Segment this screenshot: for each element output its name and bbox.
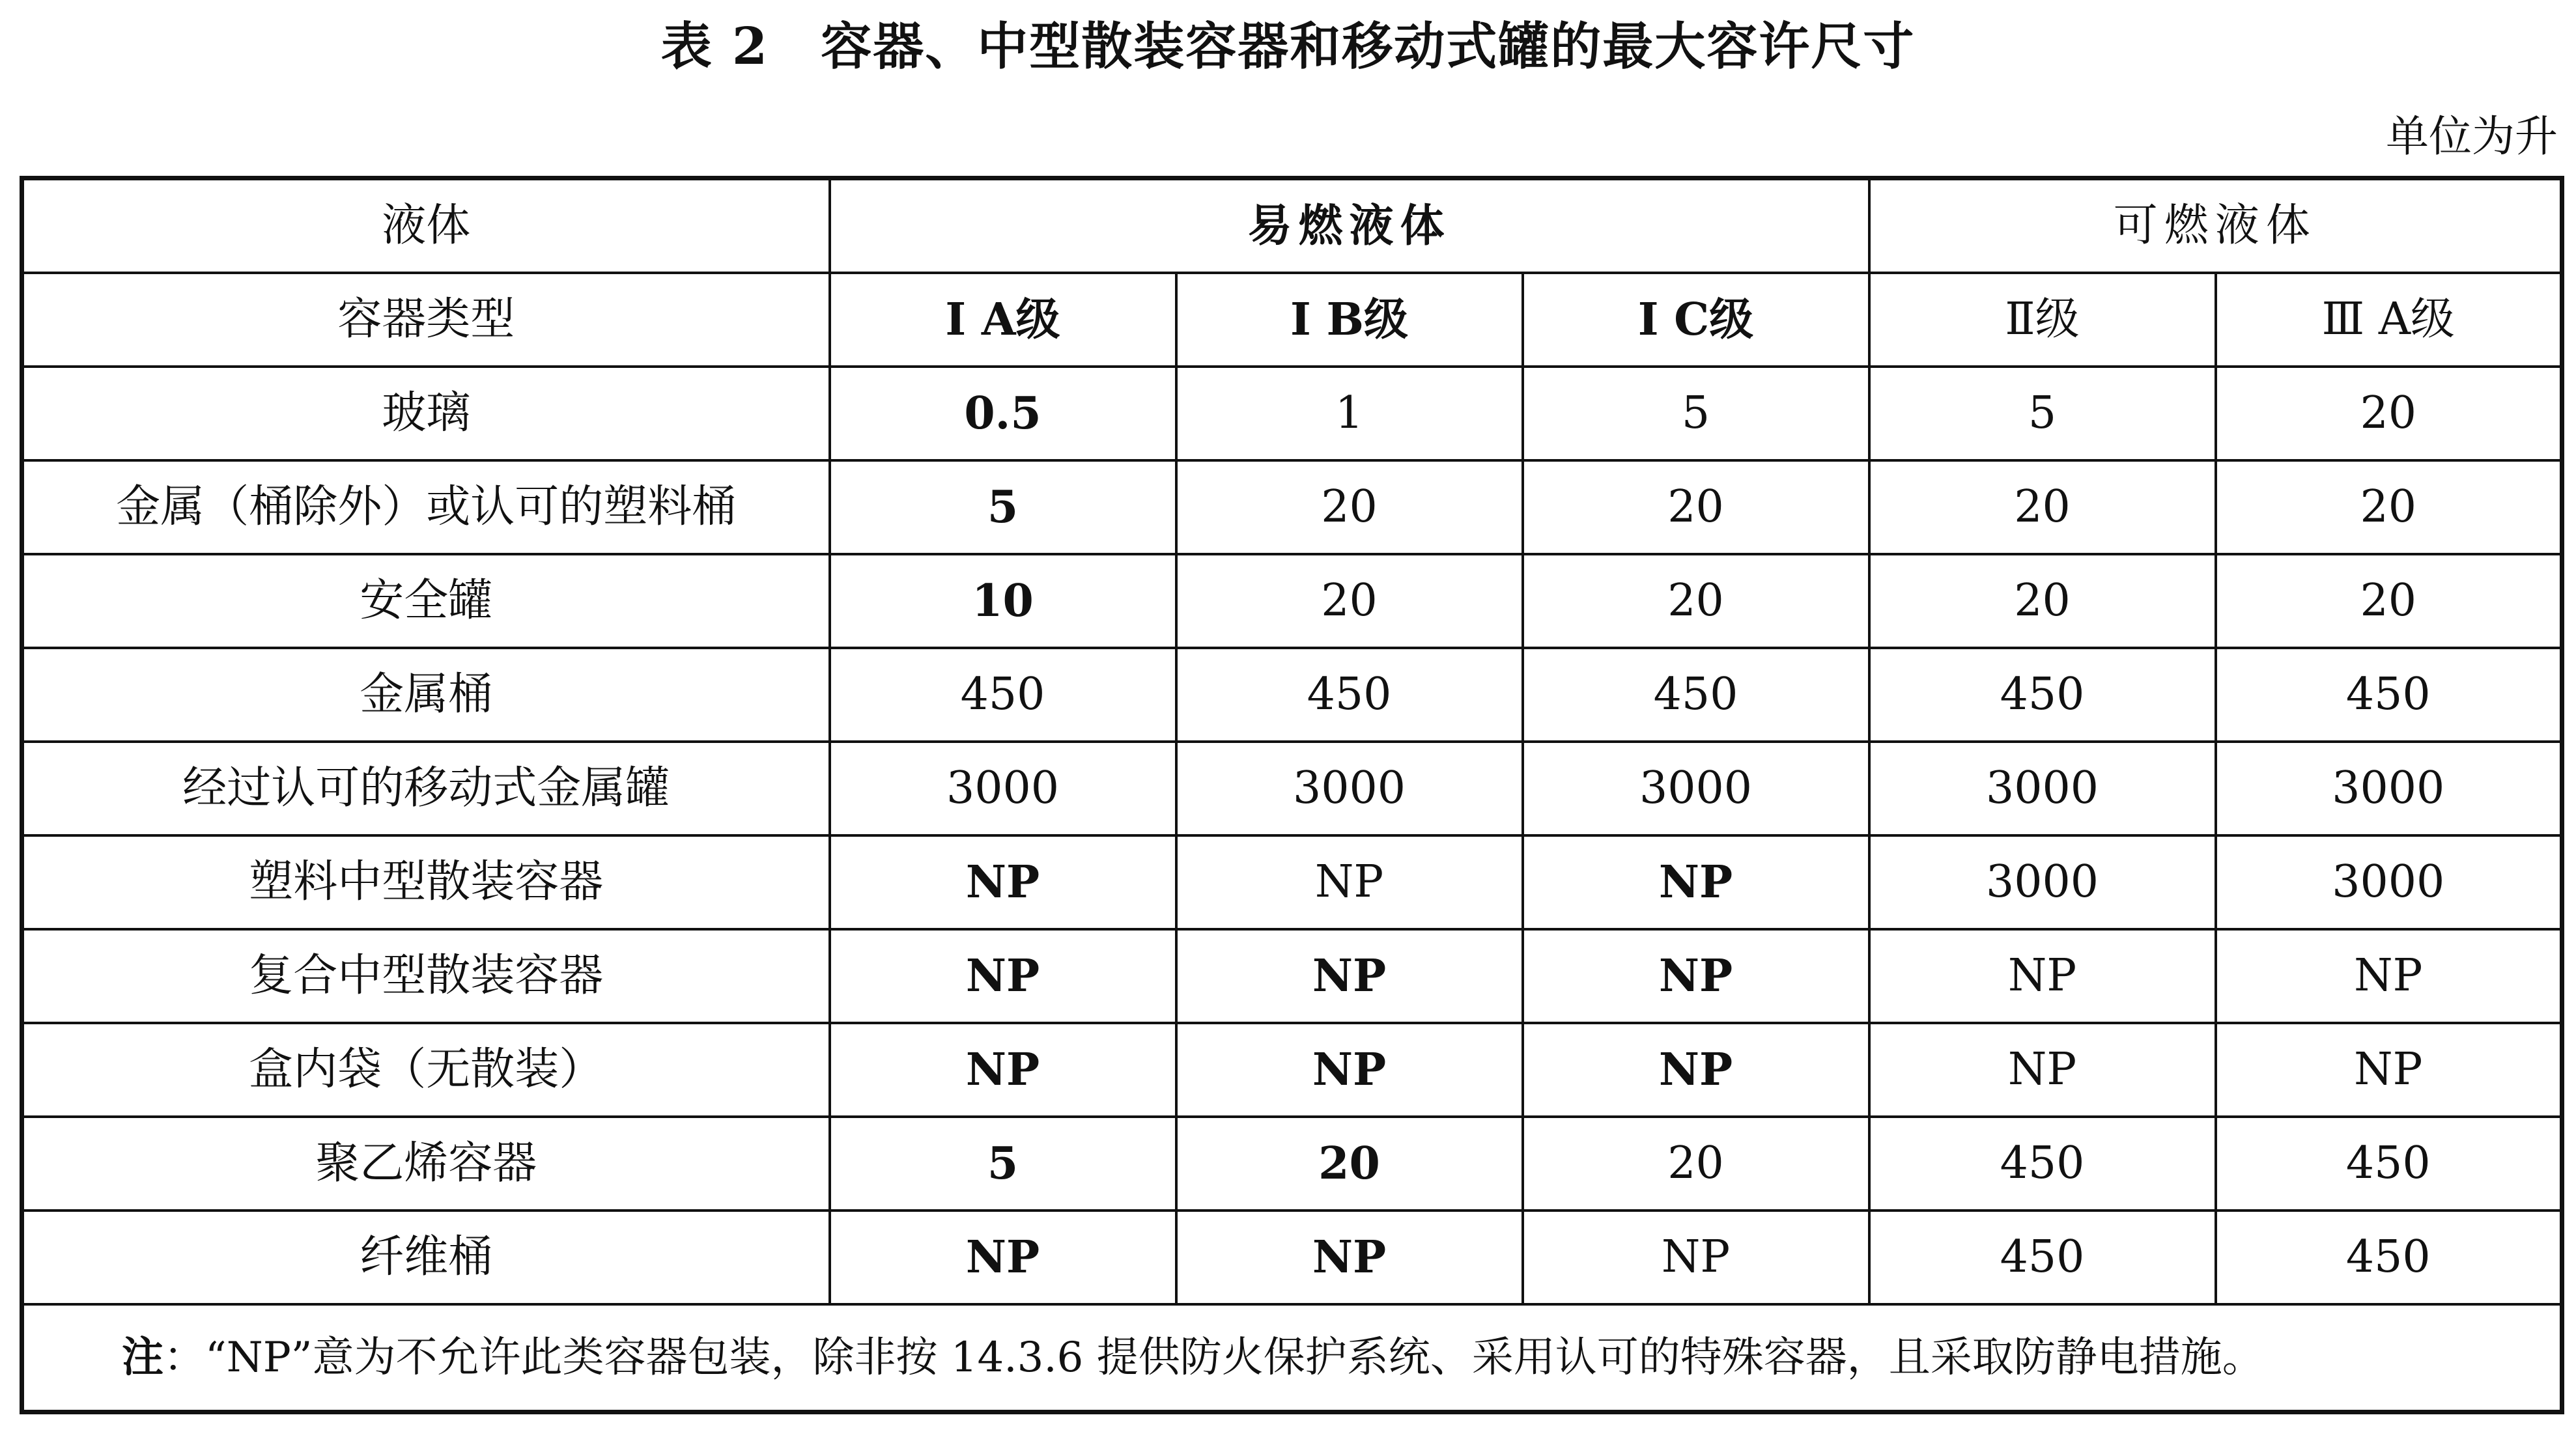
value-cell: NP [1523, 1023, 1869, 1117]
value-cell: 20 [1869, 554, 2216, 648]
note-label: 注 [122, 1332, 163, 1382]
value-cell: NP [1176, 1211, 1523, 1304]
value-cell: 3000 [1523, 742, 1869, 835]
value-cell: 450 [2216, 1117, 2562, 1211]
value-cell: NP [1523, 929, 1869, 1023]
header-container-type: 容器类型 [22, 273, 830, 367]
value-cell: NP [1523, 835, 1869, 929]
table-row [22, 929, 2562, 1023]
value-cell: 0.5 [830, 367, 1176, 460]
value-cell: 20 [1176, 554, 1523, 648]
value-cell: NP [1869, 1023, 2216, 1117]
value-cell: 450 [1869, 1117, 2216, 1211]
value-cell: 20 [2216, 460, 2562, 554]
table-title: 表 2 容器、中型散装容器和移动式罐的最大容许尺寸 [660, 17, 1916, 76]
container-type-cell: 纤维桶 [22, 1211, 830, 1304]
value-cell: 5 [830, 1117, 1176, 1211]
value-cell: 3000 [1869, 742, 2216, 835]
value-cell: 450 [1523, 648, 1869, 742]
value-cell: 10 [830, 554, 1176, 648]
table-row [22, 648, 2562, 742]
value-cell: 20 [2216, 367, 2562, 460]
header-class-3a: Ⅲ A级 [2216, 273, 2562, 367]
table-row [22, 835, 2562, 929]
container-type-cell: 安全罐 [22, 554, 830, 648]
value-cell: 3000 [1176, 742, 1523, 835]
value-cell: 3000 [2216, 742, 2562, 835]
value-cell: NP [830, 835, 1176, 929]
value-cell: 450 [1869, 648, 2216, 742]
value-cell: 450 [830, 648, 1176, 742]
value-cell: NP [1176, 1023, 1523, 1117]
table-row [22, 460, 2562, 554]
capacity-table [20, 176, 2564, 1414]
header-class-1b: Ⅰ B级 [1176, 273, 1523, 367]
header-row-classes [22, 273, 2562, 367]
value-cell: 20 [1869, 460, 2216, 554]
unit-label: 单位为升 [2386, 111, 2558, 161]
container-type-cell: 复合中型散装容器 [22, 929, 830, 1023]
container-type-cell: 金属（桶除外）或认可的塑料桶 [22, 460, 830, 554]
table-row [22, 554, 2562, 648]
value-cell: NP [1176, 835, 1523, 929]
value-cell: 20 [1523, 1117, 1869, 1211]
value-cell: 3000 [1869, 835, 2216, 929]
header-class-1c: Ⅰ C级 [1523, 273, 1869, 367]
note-row [22, 1304, 2562, 1412]
header-flammable-liquid: 易燃液体 [830, 178, 1869, 273]
value-cell: 3000 [2216, 835, 2562, 929]
table-row [22, 742, 2562, 835]
value-cell: 1 [1176, 367, 1523, 460]
value-cell: NP [1869, 929, 2216, 1023]
header-class-2: Ⅱ级 [1869, 273, 2216, 367]
note-text: ：“NP”意为不允许此类容器包装，除非按 14.3.6 提供防火保护系统、采用认可的特殊容器，且采取防静电措施。 [163, 1333, 2264, 1382]
value-cell: NP [830, 1211, 1176, 1304]
container-type-cell: 聚乙烯容器 [22, 1117, 830, 1211]
value-cell: NP [1523, 1211, 1869, 1304]
table-note [22, 1304, 2562, 1412]
value-cell: 5 [1869, 367, 2216, 460]
header-liquid: 液体 [22, 178, 830, 273]
header-class-1a: Ⅰ A级 [830, 273, 1176, 367]
table-row [22, 1211, 2562, 1304]
container-type-cell: 塑料中型散装容器 [22, 835, 830, 929]
value-cell: 450 [1869, 1211, 2216, 1304]
table-row [22, 1117, 2562, 1211]
container-type-cell: 盒内袋（无散装） [22, 1023, 830, 1117]
value-cell: NP [830, 1023, 1176, 1117]
value-cell: 5 [830, 460, 1176, 554]
value-cell: 3000 [830, 742, 1176, 835]
value-cell: 450 [2216, 648, 2562, 742]
value-cell: 20 [1176, 460, 1523, 554]
header-combustible-liquid: 可燃液体 [1869, 178, 2562, 273]
container-type-cell: 金属桶 [22, 648, 830, 742]
container-type-cell: 经过认可的移动式金属罐 [22, 742, 830, 835]
value-cell: 20 [2216, 554, 2562, 648]
value-cell: 20 [1523, 460, 1869, 554]
value-cell: NP [2216, 929, 2562, 1023]
value-cell: 20 [1523, 554, 1869, 648]
value-cell: NP [2216, 1023, 2562, 1117]
value-cell: 20 [1176, 1117, 1523, 1211]
value-cell: 450 [1176, 648, 1523, 742]
value-cell: NP [830, 929, 1176, 1023]
header-row-groups [22, 178, 2562, 273]
value-cell: 450 [2216, 1211, 2562, 1304]
table-row [22, 1023, 2562, 1117]
value-cell: 5 [1523, 367, 1869, 460]
table-row [22, 367, 2562, 460]
container-type-cell: 玻璃 [22, 367, 830, 460]
value-cell: NP [1176, 929, 1523, 1023]
